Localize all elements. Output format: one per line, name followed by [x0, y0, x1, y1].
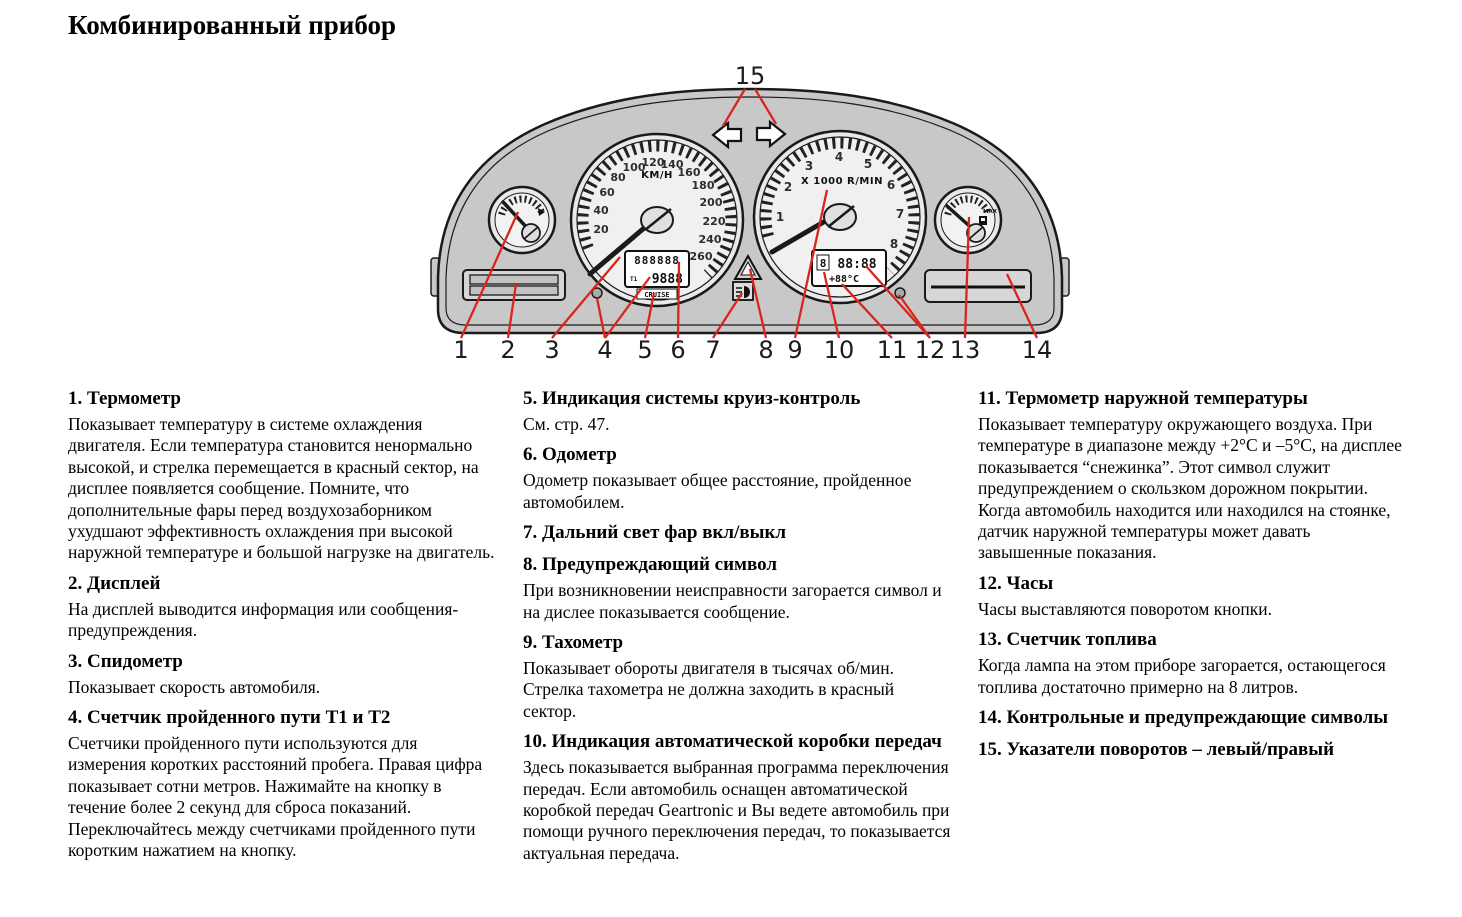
section-heading-15: 15. Указатели поворотов – левый/правый: [978, 739, 1335, 761]
instrument-cluster-diagram: [430, 62, 1070, 362]
callout-number: 7: [705, 336, 721, 362]
fuel-max-label: MAX: [983, 209, 997, 215]
speedo-tick-label: 20: [593, 223, 609, 236]
callout-number: 8: [758, 336, 774, 362]
callout-number: 4: [597, 336, 613, 362]
tach-tick-label: 7: [895, 207, 905, 221]
section-heading-14: 14. Контрольные и предупреждающие символы: [978, 707, 1389, 729]
coolant-temp-gauge: [489, 187, 555, 253]
odometer-digits: 888888: [634, 254, 680, 267]
cruise-label: CRUISE: [644, 291, 670, 299]
callout-number: 2: [500, 336, 516, 362]
section-body-6: Одометр показывает общее расстояние, пройденное автомобилем.: [523, 470, 912, 512]
section-body-10: Здесь показывается выбранная программа переключения передач. Если автомобиль оснащен автоматической коробкой передач Geartronic и Вы ведете автомобиль при помощи ручного переключения передач, то показывается актуальная передача.: [523, 757, 951, 863]
speedo-tick-label: 140: [660, 158, 684, 171]
section-body-13: Когда лампа на этом приборе загорается, остающегося топлива достаточно примерно на 8 литров.: [978, 655, 1386, 697]
speedo-tick-label: 160: [677, 166, 701, 179]
section-body-4: Счетчики пройденного пути используются для измерения коротких расстояний пробега. Правая цифра показывает сотни метров. Нажимайте на кнопку в течение более 2 секунд для сброса показаний. Переключайтесь между счетчиками пройденного пути коротким нажатием на кнопку.: [68, 733, 483, 861]
column-3: [978, 386, 1406, 765]
section-heading-7: 7. Дальний свет фар вкл/выкл: [523, 522, 787, 544]
gear-digit: 8: [819, 257, 827, 270]
callout-number: 11: [876, 336, 908, 362]
right-display: [925, 270, 1031, 302]
section-heading-5: 5. Индикация системы круиз-контроль: [523, 388, 861, 409]
section-heading-10: 10. Индикация автоматической коробки передач: [523, 731, 942, 753]
section-body-12: Часы выставляются поворотом кнопки.: [978, 598, 1272, 619]
trip-counter: 9888: [651, 272, 683, 287]
section-body-2: На дисплей выводится информация или сообщения-предупреждения.: [68, 598, 459, 641]
section-body-9: Показывает обороты двигателя в тысячах об/мин. Стрелка тахометра не должна заходить в красный сектор.: [523, 658, 895, 721]
column-2: [523, 386, 951, 864]
tach-tick-label: 2: [783, 180, 793, 194]
callout-number: 1: [453, 336, 469, 362]
callout-number: 3: [544, 336, 560, 362]
callout-number: 6: [670, 336, 686, 362]
section-heading-3: 3. Спидометр: [68, 650, 183, 672]
section-heading-12: 12. Часы: [978, 572, 1054, 594]
tach-unit-label: X 1000 R/MIN: [801, 176, 883, 187]
speedo-tick-label: 260: [689, 250, 713, 263]
page-title: Комбинированный прибор: [68, 10, 396, 40]
section-heading-13: 13. Счетчик топлива: [978, 629, 1157, 651]
tach-tick-label: 1: [775, 210, 785, 224]
speedo-unit-label: KM/H: [641, 170, 673, 181]
callout-number: 5: [637, 336, 653, 362]
fuel-pump-icon: [979, 216, 987, 225]
speedo-tick-label: 60: [599, 186, 615, 199]
callout-number: 14: [1021, 336, 1053, 362]
speedo-tick-label: 240: [698, 233, 722, 246]
speedo-tick-label: 220: [702, 215, 726, 228]
section-heading-4: 4. Счетчик пройденного пути Т1 и Т2: [68, 707, 391, 729]
section-heading-2: 2. Дисплей: [68, 572, 161, 594]
tach-tick-label: 4: [834, 150, 844, 164]
section-body-1: Показывает температуру в системе охлаждения двигателя. Если температура становится ненормально высокой, и стрелка перемещается в красный сектор, на дисплее появляется сообщение. Помните, что дополнительные фары перед воздухозаборником ухудшают эффективность охлаждения при высокой наружной температуре и большой нагрузке на двигатель.: [68, 414, 495, 563]
callout-number-15: 15: [734, 62, 766, 90]
tach-tick-label: 6: [886, 178, 896, 192]
section-heading-11: 11. Термометр наружной температуры: [978, 388, 1308, 409]
speedo-tick-label: 120: [641, 156, 665, 169]
high-beam-icon: [733, 282, 753, 300]
outside-temp-display: +88°C: [828, 274, 860, 285]
tach-tick-label: 8: [889, 237, 899, 251]
section-heading-9: 9. Тахометр: [523, 632, 624, 654]
tach-tick-label: 3: [804, 159, 814, 173]
section-heading-1: 1. Термометр: [68, 388, 181, 409]
section-body-11: Показывает температуру окружающего воздуха. При температуре в диапазоне между +2°С и –5°С, на дисплее показывается “снежинка”. Этот символ служит предупреждением о скользком дорожном покрытии. Когда автомобиль находится или находился на стоянке, датчик наружной температуры может давать завышенные показания.: [978, 414, 1402, 563]
section-body-5: См. стр. 47.: [523, 414, 610, 434]
section-heading-6: 6. Одометр: [523, 444, 617, 466]
section-heading-8: 8. Предупреждающий символ: [523, 554, 778, 576]
speedo-tick-label: 80: [610, 171, 626, 184]
column-1: [68, 386, 496, 862]
callout-number: 12: [914, 336, 946, 362]
tach-tick-label: 5: [863, 157, 873, 171]
callout-number: 9: [787, 336, 803, 362]
trip-flag: T1: [630, 276, 638, 283]
section-body-8: При возникновении неисправности загорается символ и на дислее показывается сообщение.: [523, 580, 942, 622]
speedo-tick-label: 180: [691, 179, 715, 192]
clock-digits: 88:88: [837, 257, 877, 272]
section-body-3: Показывает скорость автомобиля.: [68, 676, 321, 697]
speedo-tick-label: 200: [699, 196, 723, 209]
speedo-tick-label: 100: [622, 161, 646, 174]
callout-number: 13: [949, 336, 981, 362]
callout-number: 10: [823, 336, 855, 362]
speedo-tick-label: 40: [593, 204, 609, 217]
